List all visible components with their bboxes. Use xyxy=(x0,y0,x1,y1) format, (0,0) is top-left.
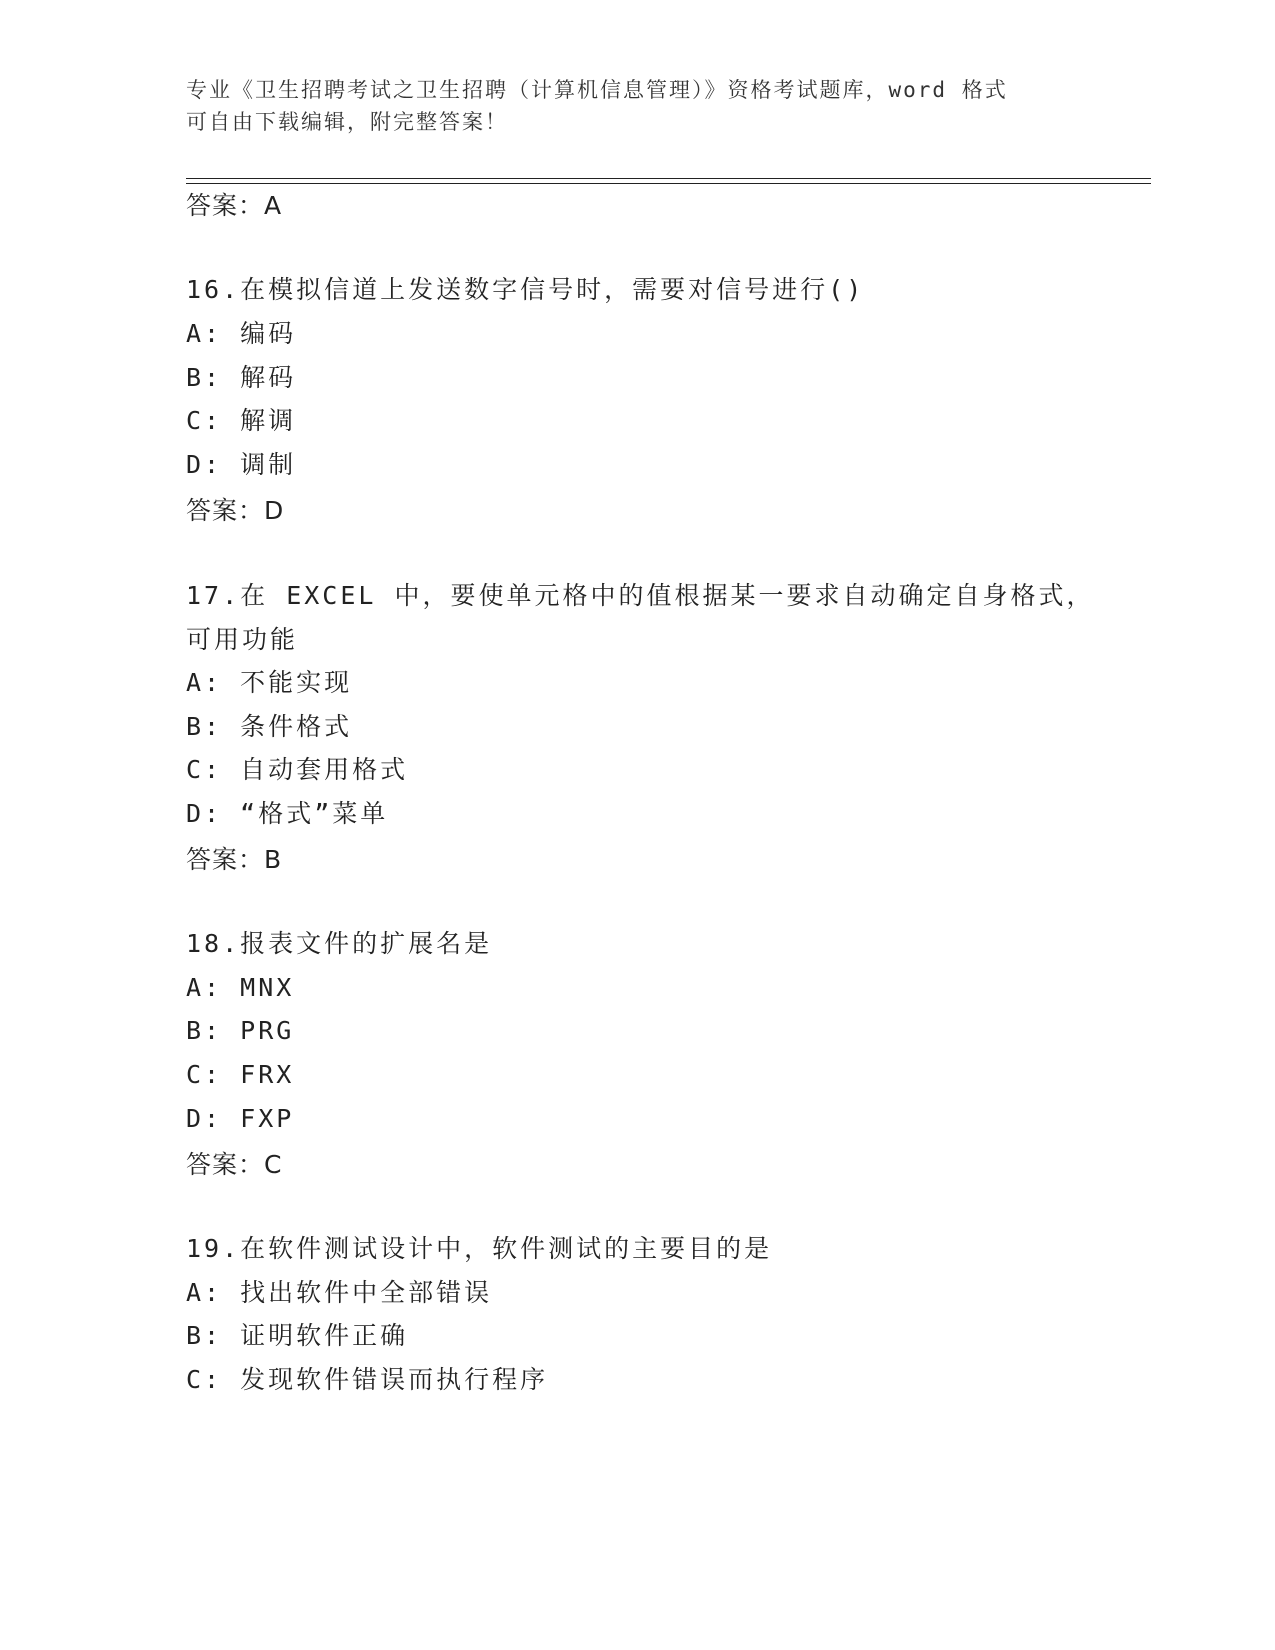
question-17-stem-continued: 可用功能 xyxy=(186,625,299,654)
question-18-answer: 答案：C xyxy=(186,1150,283,1179)
question-19-option-a: A: 找出软件中全部错误 xyxy=(186,1278,493,1307)
question-16-option-c: C: 解调 xyxy=(186,406,297,435)
header-divider xyxy=(186,178,1151,184)
question-18-stem: 18.报表文件的扩展名是 xyxy=(186,929,493,958)
question-19-option-c: C: 发现软件错误而执行程序 xyxy=(186,1365,549,1394)
header-line-1: 专业《卫生招聘考试之卫生招聘（计算机信息管理）》资格考试题库，word 格式 xyxy=(186,78,1008,102)
question-16-option-b: B: 解码 xyxy=(186,363,297,392)
header-line-2: 可自由下载编辑，附完整答案！ xyxy=(186,110,508,134)
question-19-option-b: B: 证明软件正确 xyxy=(186,1321,409,1350)
question-17-option-d: D: “格式”菜单 xyxy=(186,799,389,828)
question-17-option-b: B: 条件格式 xyxy=(186,712,353,741)
previous-answer: 答案：A xyxy=(186,191,283,220)
question-16-stem: 16.在模拟信道上发送数字信号时，需要对信号进行() xyxy=(186,275,865,304)
document-header xyxy=(186,74,1086,138)
question-17-answer: 答案：B xyxy=(186,845,283,874)
question-17-option-c: C: 自动套用格式 xyxy=(186,755,409,784)
question-17-option-a: A: 不能实现 xyxy=(186,668,353,697)
question-19-stem: 19.在软件测试设计中，软件测试的主要目的是 xyxy=(186,1234,773,1263)
question-18-option-d: D: FXP xyxy=(186,1104,295,1133)
question-17-stem: 17.在 EXCEL 中，要使单元格中的值根据某一要求自动确定自身格式， xyxy=(186,581,1095,610)
question-16-option-a: A: 编码 xyxy=(186,319,297,348)
question-16-answer: 答案：D xyxy=(186,496,285,525)
question-18-option-a: A: MNX xyxy=(186,973,295,1002)
question-18-option-b: B: PRG xyxy=(186,1016,295,1045)
question-18-option-c: C: FRX xyxy=(186,1060,295,1089)
question-16-option-d: D: 调制 xyxy=(186,450,297,479)
